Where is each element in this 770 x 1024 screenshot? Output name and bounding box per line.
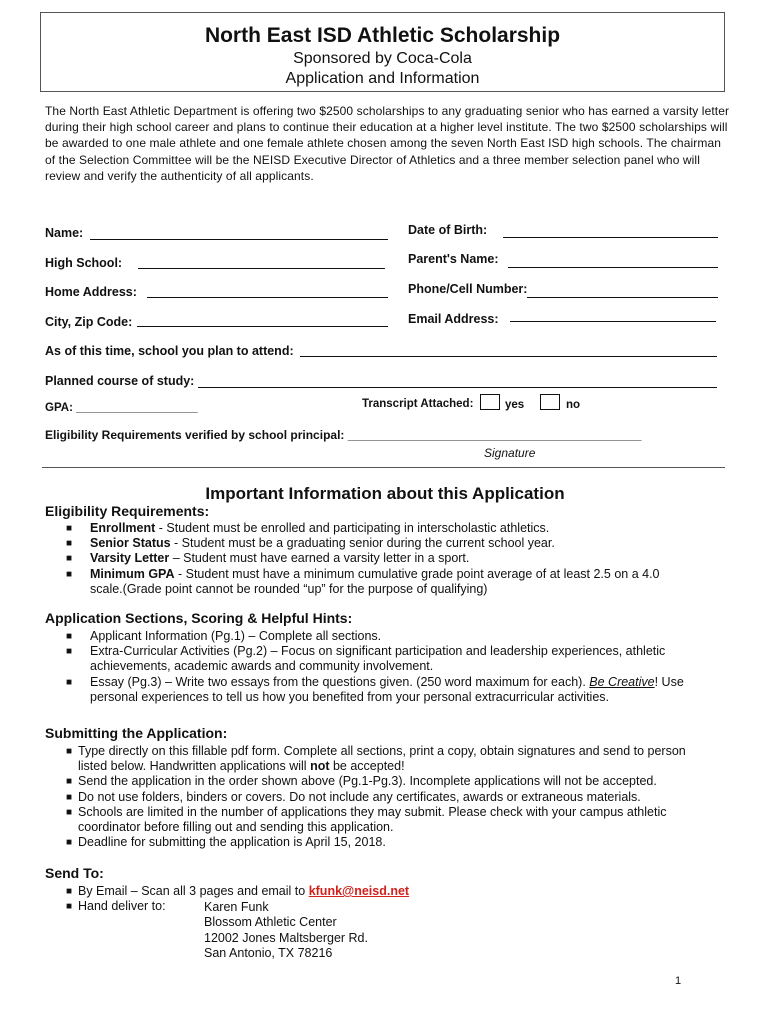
parent-name-label: Parent's Name: [408,252,499,266]
email-link[interactable]: kfunk@neisd.net [308,884,410,898]
bullet-icon: ■ [66,776,73,788]
item-text: ! Use personal experiences to tell us how you benefited from your personal extracurricular activities. [90,674,684,704]
bullet-icon: ■ [66,837,73,849]
name-field[interactable] [90,239,388,240]
eligibility-heading: Eligibility Requirements: [45,503,210,519]
bullet-icon: ■ [66,646,73,658]
home-address-label: Home Address: [45,285,137,299]
be-creative-emphasis: Be Creative [589,674,655,689]
item-not: not [310,759,330,774]
school-plan-label: As of this time, school you plan to attend: [45,344,294,358]
page-subtitle: Application and Information [285,70,480,87]
transcript-yes-checkbox[interactable] [480,394,500,410]
transcript-yes-label: yes [505,399,525,411]
intro-paragraph: The North East Athletic Department is offering two $2500 scholarships to any graduating senior who has earned a varsity letter during their high school career and plans to continue their education at a higher level institute. The two $2500 scholarships will be awarded to one male athlete and one female athlete chosen among the seven North East ISD high schools. The chairman of the Selection Committee will be the NEISD Executive Director of Athletics and a three member selection panel who will review and verify the authenticity of all applicants. [45,104,730,183]
header-box [40,12,725,92]
item-term: Senior Status [90,536,171,551]
send-list [66,884,696,914]
name-label: Name: [45,226,84,240]
item-text: By Email – Scan all 3 pages and email to [78,884,309,898]
address-line: San Antonio, TX 78216 [204,946,333,961]
eligibility-list [66,521,686,597]
address-line: Karen Funk [204,900,269,914]
school-plan-field[interactable] [300,356,717,357]
dob-label: Date of Birth: [408,223,488,237]
list-item [66,744,696,774]
high-school-field[interactable] [138,268,385,269]
bullet-icon: ■ [66,538,73,550]
home-address-field[interactable] [147,297,388,298]
bullet-icon: ■ [66,676,73,688]
item-text: be accepted! [329,759,405,774]
item-text: - Student must be enrolled and participating in interscholastic athletics. [155,521,550,535]
bullet-icon: ■ [66,553,73,565]
item-text: Hand deliver to: [78,899,166,914]
course-label: Planned course of study: [45,374,195,388]
mailing-address [204,900,368,962]
bullet-icon: ■ [66,806,73,818]
phone-field[interactable] [527,297,718,298]
item-text: Deadline for submitting the application is April 15, 2018. [78,835,386,850]
list-item [66,899,696,914]
email-label: Email Address: [408,312,499,326]
item-text: Send the application in the order shown above (Pg.1-Pg.3). Incomplete applications will not be accepted. [78,774,657,789]
bullet-icon: ■ [66,523,73,534]
course-field[interactable] [198,387,717,388]
city-zip-field[interactable] [137,326,388,327]
bullet-icon: ■ [66,791,73,803]
item-text: Do not use folders, binders or covers. Do not include any certificates, awards or extraneous materials. [78,789,641,804]
bullet-icon: ■ [66,568,73,580]
bullet-icon: ■ [66,746,73,757]
bullet-icon: ■ [66,886,73,897]
list-item [66,551,686,566]
parent-name-field[interactable] [508,267,718,268]
item-text: - Student must have a minimum cumulative grade point average of at least 2.5 on a 4.0 scale.(Grade point cannot be rounded “up” for the purpose of qualifying) [90,566,660,596]
signature-caption: Signature [484,446,536,460]
transcript-no-checkbox[interactable] [540,394,560,410]
sections-heading: Application Sections, Scoring & Helpful Hints: [45,610,353,626]
item-text: – Student must have earned a varsity letter in a sport. [169,551,470,566]
submit-list [66,744,696,850]
item-text: Type directly on this fillable pdf form. Complete all sections, print a copy, obtain signatures and send to person listed below. Handwritten applications will [78,744,686,774]
item-text: Schools are limited in the number of applications they may submit. Please check with your campus athletic coordinator before filling out and sending this application. [78,804,667,835]
item-term: Minimum GPA [90,566,175,581]
transcript-no-label: no [566,399,581,411]
send-heading: Send To: [45,865,104,881]
sections-list [66,629,686,705]
list-item [66,835,696,850]
item-text: - Student must be a graduating senior during the current school year. [170,536,555,551]
list-item [66,805,696,835]
page-title: North East ISD Athletic Scholarship [204,24,561,47]
city-zip-label: City, Zip Code: [45,315,133,329]
list-item [66,790,696,805]
item-term: Enrollment [90,521,156,535]
gpa-field[interactable]: GPA: ___________________ [45,402,198,414]
dob-field[interactable] [503,237,718,238]
section-divider [42,467,725,468]
phone-label: Phone/Cell Number: [408,282,528,296]
important-info-title: Important Information about this Application [205,484,565,503]
list-item [66,675,686,705]
item-term: Varsity Letter [90,551,170,566]
sponsor-line: Sponsored by Coca-Cola [293,50,472,67]
address-line: 12002 Jones Maltsberger Rd. [204,930,368,945]
email-field[interactable] [510,321,716,322]
list-item [66,521,686,536]
list-item [66,567,686,597]
transcript-label: Transcript Attached: [362,398,474,410]
list-item [66,644,686,674]
list-item [66,536,686,551]
list-item [66,629,686,644]
item-text: Extra-Curricular Activities (Pg.2) – Focus on significant participation and leadership experiences, athletic achievements, academic awards and community involvement. [90,644,666,674]
item-text: Applicant Information (Pg.1) – Complete all sections. [90,629,382,643]
bullet-icon: ■ [66,631,73,642]
address-line: Blossom Athletic Center [204,915,337,930]
submit-heading: Submitting the Application: [45,725,228,741]
item-text: Essay (Pg.3) – Write two essays from the questions given. (250 word maximum for each). [90,674,590,689]
list-item [66,774,696,789]
principal-verification-field[interactable]: Eligibility Requirements verified by school principal: ____________________________________________ [45,428,642,442]
high-school-label: High School: [45,256,123,270]
page-number: 1 [675,975,682,987]
list-item [66,884,696,899]
bullet-icon: ■ [66,901,73,913]
